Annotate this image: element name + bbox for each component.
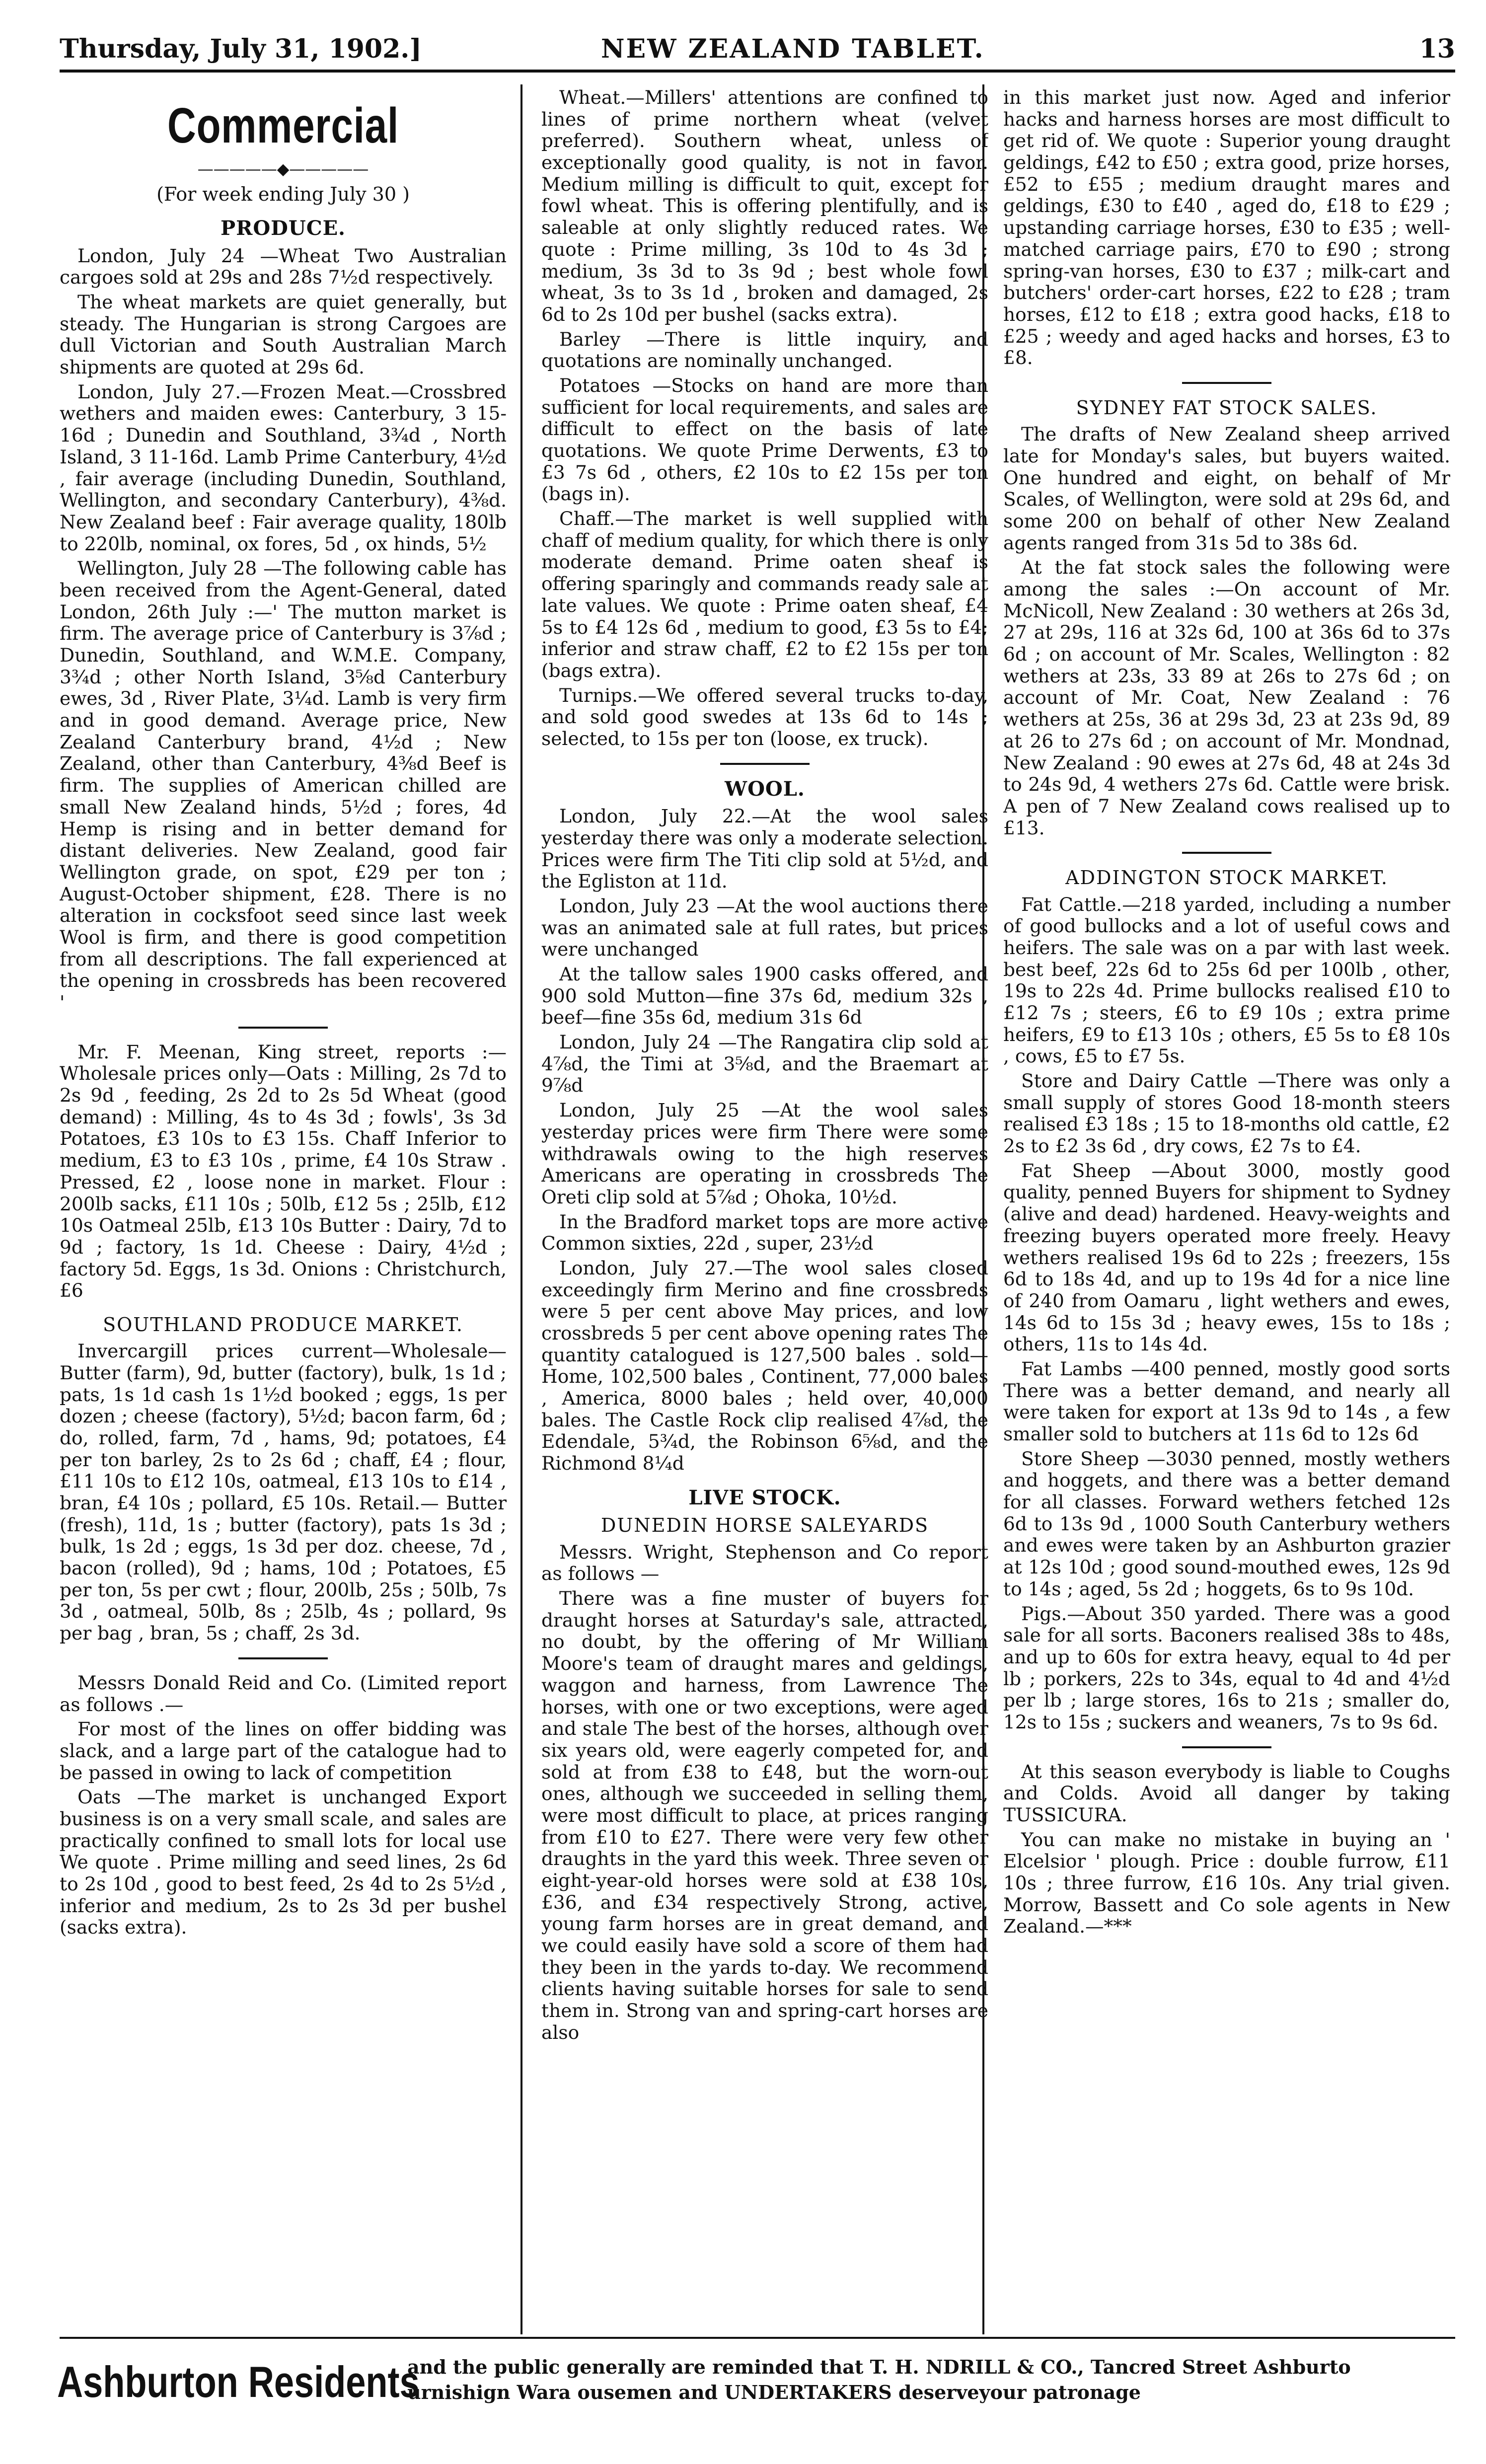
page-header (60, 30, 1455, 73)
article-paragraph: Messrs. Wright, Stephenson and Co report as follows — (541, 1541, 988, 1585)
section-divider (720, 763, 810, 765)
produce-heading: PRODUCE. (221, 217, 346, 240)
article-paragraph: Turnips.—We offered several trucks to-day, and sold good swedes at 13s 6d to 14s ; selected, to 15s per ton (loose, ex truck). (541, 684, 988, 749)
section-divider (238, 1027, 328, 1029)
article-paragraph: Oats —The market is unchanged Export business is on a very small scale, and sales are practically confined to small lots for local use We quote . Prime milling and seed lines, 2s 6d to 2s 10d , good to best feed, 2s 4d to 2s 5½d , inferior and medium, 2s to 2s 3d per bushel (sacks extra). (60, 1786, 507, 1939)
footer-divider (60, 2337, 1455, 2339)
article-paragraph: Store and Dairy Cattle —There was only a small supply of stores Good 18-month steers realised £3 18s ; 15 to 18-months old cattle, £2 2s to £2 3s 6d , dry cows, £2 7s to £4. (1003, 1070, 1450, 1157)
article-paragraph: At the fat stock sales the following were among the sales :—On account of Mr. McNicoll, New Zealand : 30 wethers at 26s 3d, 27 at 29s, 116 at 32s 6d, 100 at 36s 6d to 37s 6d ; on account of Mr. Scales, Wellington : 82 wethers at 23s, 33 89 at 26s to 27s 6d ; on account of Mr. Coat, New Zealand : 76 wethers at 25s, 36 at 29s 3d, 23 at 23s 9d, 89 at 26 to 27s 6d ; on account of Mr. Mondnad, New Zealand : 90 ewes at 27s 6d, 48 at 24s 3d to 24s 9d, 4 wethers 27s 6d. Cattle were brisk. A pen of 7 New Zealand cows realised up to £13. (1003, 556, 1450, 839)
article-paragraph: London, July 27.—The wool sales closed exceedingly firm Merino and fine crossbreds were 5 per cent above May prices, and low crossbreds 5 per cent above opening rates The quantity catalogued is 127,500 bales . sold—Home, 102,500 bales , Continent, 77,000 bales , America, 8000 bales ; held over, 40,000 bales. The Castle Rock clip realised 4⅞d, the Edendale, 5¾d, the Robinson 6⅝d, and the Richmond 8¼d (541, 1257, 988, 1475)
article-paragraph: Pigs.—About 350 yarded. There was a good sale for all sorts. Baconers realised 38s to 48s, and up to 60s for extra heavy, equal to 4d per lb ; porkers, 22s to 34s, equal to 4d and 4½d per lb ; large stores, 16s to 21s ; smaller do, 12s to 15s ; suckers and weaners, 7s to 9s 6d. (1003, 1602, 1450, 1733)
article-paragraph: Fat Sheep —About 3000, mostly good quality, penned Buyers for shipment to Sydney (alive and dead) hardened. Heavy-weights and freezing buyers operated more freely. Heavy wethers realised 19s 6d to 22s ; freezers, 15s 6d to 18s 4d, and up to 19s 4d for a nice line of 240 from Oamaru , light wethers and ewes, 14s 6d to 15s 3d ; heavy ewes, 15s to 18s ; others, 11s to 14s 4d. (1003, 1159, 1450, 1355)
section-divider (1182, 852, 1271, 854)
article-paragraph: Fat Cattle.—218 yarded, including a number of good bullocks and a lot of useful cows and heifers. The sale was on a par with last week. best beef, 22s 6d to 25s 6d per 100lb , other, 19s to 22s 4d. Prime bullocks realised £10 to £12 7s ; steers, £6 to £9 10s ; extra prime heifers, £9 to £13 10s ; others, £5 5s to £8 10s , cows, £5 to £7 5s. (1003, 893, 1450, 1067)
article-paragraph: London, July 22.—At the wool sales yesterday there was only a moderate selection. Prices were firm The Titi clip sold at 5½d, and the Egliston at 11d. (541, 805, 988, 893)
livestock-heading: LIVE STOCK. (688, 1486, 841, 1509)
article-paragraph: The drafts of New Zealand sheep arrived late for Monday's sales, but buyers waited. One hundred and eight, on behalf of Mr Scales, of Wellington, were sold at 29s 6d, and some 200 on behalf of other New Zealand agents ranged from 31s 5d to 38s 6d. (1003, 423, 1450, 554)
footer-ad-title: Ashburton Residents (57, 2357, 420, 2406)
column-3 (1003, 87, 1450, 2332)
article-paragraph: London, July 25 —At the wool sales yesterday prices were firm There were some withdrawals owing to the high reserves Americans are operating in crossbreds The Oreti clip sold at 5⅞d ; Ohoka, 10½d. (541, 1099, 988, 1208)
article-paragraph: in this market just now. Aged and inferior hacks and harness horses are most difficult to get rid of. We quote : Superior young draught geldings, £42 to £50 ; extra good, prize horses, £52 to £55 ; medium draught mares and geldings, £30 to £40 , aged do, £18 to £29 ; upstanding carriage horses, £30 to £35 ; well-matched carriage pairs, £70 to £90 ; strong spring-van horses, £30 to £37 ; milk-cart and butchers' order-cart horses, £22 to £28 ; tram horses, £12 to £18 ; extra good hacks, £18 to £25 ; weedy and aged hacks and horses, £3 to £8. (1003, 87, 1450, 369)
article-paragraph: London, July 24 —Wheat Two Australian cargoes sold at 29s and 28s 7½d respectively. (60, 244, 507, 289)
article-paragraph: There was a fine muster of buyers for draught horses at Saturday's sale, attracted, no doubt, by the offering of Mr William Moore's team of draught mares and geldings, waggon and harness, from Lawrence The horses, with one or two exceptions, were aged and stale The best of the horses, although over six years old, were eagerly competed for, and sold at from £38 to £48, but the worn-out ones, although we succeeded in selling them, were most difficult to place, at prices ranging from £10 to £27. There were very few other draughts in the yard this week. Three seven or eight-year-old horses were sold at £38 10s, £36, and £34 respectively Strong, active, young farm horses are in great demand, and we could easily have sold a score of them had they been in the yards to-day. We recommend clients having suitable horses for sale to send them in. Strong van and spring-cart horses are also (541, 1587, 988, 2043)
addington-heading: ADDINGTON STOCK MARKET. (1065, 867, 1388, 889)
advertisement: You can make no mistake in buying an ' Elcelsior ' plough. Price : double furrow, £11 10s ; three furrow, £16 10s. Any trial given. Morrow, Bassett and Co sole agents in New Zealand.—*** (1003, 1828, 1450, 1938)
sydney-heading: SYDNEY FAT STOCK SALES. (1076, 396, 1378, 419)
article-paragraph: Chaff.—The market is well supplied with chaff of medium quality, for which there is only moderate demand. Prime oaten sheaf is offering sparingly and commands ready sale at late values. We quote : Prime oaten sheaf, £4 5s to £4 12s 6d , medium to good, £3 5s to £4; inferior and straw chaff, £2 to £2 15s per ton (bags extra). (541, 508, 988, 681)
publication-title: NEW ZEALAND TABLET. (601, 34, 985, 64)
article-paragraph: Store Sheep —3030 penned, mostly wethers and hoggets, and there was a better demand for all classes. Forward wethers fetched 12s 6d to 13s 9d , 1000 South Canterbury wethers and ewes were taken by an Ashburton grazier at 12s 10d ; good sound-mouthed ewes, 12s 9d to 14s ; aged, 5s 2d ; hoggets, 6s to 9s 10d. (1003, 1447, 1450, 1600)
advertisement: At this season everybody is liable to Coughs and Colds. Avoid all danger by taking TUSSICURA. (1003, 1760, 1450, 1826)
ornament-divider: —————◆————— (197, 159, 369, 178)
section-divider (1182, 382, 1271, 384)
article-paragraph: Wellington, July 28 —The following cable has been received from the Agent-General, dated London, 26th July :—' The mutton market is firm. The average price of Canterbury is 3⅞d ; Dunedin, Southland, and W.M.E. Company, 3¾d ; other North Island, 3⅝d Canterbury ewes, 3d , River Plate, 3¼d. Lamb is very firm and in good demand. Average price, New Zealand Canterbury brand, 4½d ; New Zealand, other than Canterbury, 4⅜d Beef is firm. The supplies of American chilled are small New Zealand hinds, 5½d ; fores, 4d Hemp is rising and in better demand for distant deliveries. New Zealand, good fair Wellington grade, on spot, £29 per ton ; August-October shipment, £28. There is no alteration in cocksfoot seed since last week Wool is firm, and there is good competition from all descriptions. The fall experienced at the opening in crossbreds has been recovered ' (60, 557, 507, 1013)
issue-date: Thursday, July 31, 1902.] (60, 34, 422, 64)
wool-heading: WOOL. (725, 777, 805, 801)
article-paragraph: Potatoes —Stocks on hand are more than sufficient for local requirements, and sales are difficult to effect on the basis of late quotations. We quote Prime Derwents, £3 to £3 7s 6d , others, £2 10s to £2 15s per ton (bags in). (541, 374, 988, 505)
article-paragraph: At the tallow sales 1900 casks offered, and 900 sold Mutton—fine 37s 6d, medium 32s , beef—fine 35s 6d, medium 31s 6d (541, 963, 988, 1029)
article-paragraph: London, July 23 —At the wool auctions there was an animated sale at full rates, but prices were unchanged (541, 895, 988, 961)
article-paragraph: In the Bradford market tops are more active Common sixties, 22d , super, 23½d (541, 1210, 988, 1255)
article-paragraph: Wheat.—Millers' attentions are confined to lines of prime northern wheat (velvet preferred). Southern wheat, unless of exceptionally good quality, is not in favor. Medium milling is difficult to quit, except for fowl wheat. This is offering plentifully, and is saleable at only slightly reduced rates. We quote : Prime milling, 3s 10d to 4s 3d ; medium, 3s 3d to 3s 9d ; best whole fowl wheat, 3s to 3s 1d , broken and damaged, 2s 6d to 2s 10d per bushel (sacks extra). (541, 87, 988, 325)
article-paragraph: Messrs Donald Reid and Co. (Limited report as follows .— (60, 1671, 507, 1716)
section-title: Commercial (167, 98, 399, 153)
article-paragraph: Mr. F. Meenan, King street, reports :—Wholesale prices only—Oats : Milling, 2s 7d to 2s 9d , feeding, 2s 2d to 2s 5d Wheat (good demand) : Milling, 4s to 4s 3d ; fowls', 3s 3d Potatoes, £3 10s to £3 15s. Chaff Inferior to medium, £3 to £3 10s , prime, £4 10s Straw . Pressed, £2 , loose none in market. Flour : 200lb sacks, £11 10s ; 50lb, £12 5s ; 25lb, £12 10s Oatmeal 25lb, £13 10s Butter : Dairy, 7d to 9d ; factory, 1s 1d. Cheese : Dairy, 4½d ; factory 5d. Eggs, 1s 3d. Onions : Christchurch, £6 (60, 1041, 507, 1302)
section-divider (238, 1657, 328, 1659)
section-divider (1182, 1746, 1271, 1748)
article-paragraph: Invercargill prices current—Wholesale—Butter (farm), 9d, butter (factory), bulk, 1s 1d ; pats, 1s 1d cash 1s 1½d booked ; eggs, 1s per dozen ; cheese (factory), 5½d; bacon farm, 6d ; do, rolled, farm, 7d , hams, 9d; potatoes, £4 per ton barley, 2s to 2s 6d ; chaff, £4 ; flour, £11 10s to £12 10s, oatmeal, £13 10s to £14 , bran, £4 10s ; pollard, £5 10s. Retail.— Butter (fresh), 11d, 1s ; butter (factory), pats 1s 3d ; bulk, 1s 2d ; eggs, 1s 3d per doz. cheese, 7d , bacon (rolled), 9d ; hams, 10d ; Potatoes, £5 per ton, 5s per cwt ; flour, 200lb, 25s ; 50lb, 7s 3d , oatmeal, 50lb, 8s ; 25lb, 4s ; pollard, 9s per bag , bran, 5s ; chaff, 2s 3d. (60, 1340, 507, 1644)
footer-ad-text: and the public generally are reminded that T. H. NDRILL & CO., Tancred Street Ashburto urnishign Wara ousemen and UNDERTAKERS deserveyour patronage (407, 2356, 1351, 2404)
southland-heading: SOUTHLAND PRODUCE MARKET. (103, 1313, 463, 1336)
page-number: 13 (1419, 34, 1455, 64)
article-paragraph: Barley —There is little inquiry, and quotations are nominally unchanged. (541, 328, 988, 372)
article-paragraph: Fat Lambs —400 penned, mostly good sorts There was a better demand, and nearly all were taken for export at 13s 9d to 14s , a few smaller sold to butchers at 11s 6d to 12s 6d (1003, 1357, 1450, 1445)
column-divider (520, 84, 522, 2334)
horse-saleyards-heading: DUNEDIN HORSE SALEYARDS (600, 1514, 929, 1537)
article-paragraph: London, July 24 —The Rangatira clip sold at 4⅞d, the Timi at 3⅝d, and the Braemart at 9⅞d (541, 1031, 988, 1097)
article-paragraph: For most of the lines on offer bidding was slack, and a large part of the catalogue had to be passed in owing to lack of competition (60, 1718, 507, 1784)
column-1 (60, 87, 507, 2332)
column-2 (541, 87, 988, 2332)
article-paragraph: The wheat markets are quiet generally, but steady. The Hungarian is strong Cargoes are dull Victorian and South Australian March shipments are quoted at 29s 6d. (60, 291, 507, 378)
section-subtitle: (For week ending July 30 ) (156, 183, 410, 205)
article-paragraph: London, July 27.—Frozen Meat.—Crossbred wethers and maiden ewes: Canterbury, 3 15-16d ; Dunedin and Southland, 3¾d , North Island, 3 11-16d. Lamb Prime Canterbury, 4½d , fair average (including Dunedin, Southland, Wellington, and secondary Canterbury), 4⅜d. New Zealand beef : Fair average quality, 180lb to 220lb, nominal, ox fores, 5d , ox hinds, 5½ (60, 380, 507, 555)
